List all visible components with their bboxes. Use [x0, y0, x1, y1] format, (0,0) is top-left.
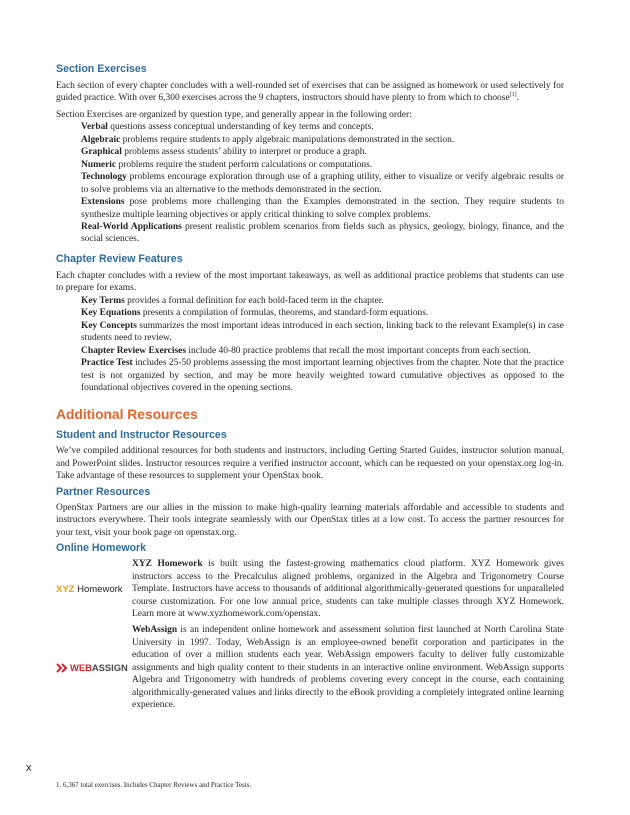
- additional-resources-heading: Additional Resources: [56, 407, 198, 423]
- footnote: 1. 6,367 total exercises. Includes Chapter Reviews and Practice Tests.: [56, 781, 252, 789]
- item-term: Extensions: [81, 197, 125, 208]
- review-feature-item: [56, 307, 564, 319]
- webassign-row: [56, 624, 564, 711]
- item-term: Key Equations: [81, 308, 141, 319]
- online-homework-heading: Online Homework: [56, 542, 147, 555]
- exercise-type-item: [56, 196, 564, 221]
- review-feature-item: [56, 295, 564, 307]
- exercise-type-item: [56, 221, 564, 246]
- item-text: pose problems more challenging than the Examples demonstrated in the section. They require students to synthesize multiple learning objectives or apply critical thinking to solve complex problems.: [81, 197, 564, 220]
- xyz-homework-row: [56, 558, 564, 620]
- item-term: Verbal: [81, 122, 108, 133]
- item-text: problems assess students’ ability to interpret or produce a graph.: [121, 147, 367, 158]
- student-instructor-heading: Student and Instructor Resources: [56, 429, 227, 442]
- chapter-review-heading: Chapter Review Features: [56, 252, 183, 265]
- xyz-homework-text: [126, 558, 564, 620]
- webassign-logo-assign: ASSIGN: [91, 662, 128, 674]
- review-feature-item: [56, 320, 564, 345]
- item-term: Key Concepts: [81, 320, 137, 331]
- student-instructor-text: We’ve compiled additional resources for both students and instructors, including Getting Started Guides, instructor solution manual, and PowerPoint slides. Instructor resources require a verified instructor account, which can be requested on your openstax.org log-in. Take advantage of these resources to supplement your OpenStax book.: [56, 446, 564, 482]
- webassign-logo: [56, 662, 126, 673]
- exercise-type-item: [56, 171, 564, 196]
- item-term: Algebraic: [81, 134, 121, 145]
- section-exercises-heading: Section Exercises: [56, 63, 147, 75]
- review-feature-item: [56, 357, 564, 394]
- item-text: summarizes the most important ideas introduced in each section, linking back to the relevant Example(s) in case students need to review.: [81, 320, 564, 344]
- intro-text: Each section of every chapter concludes with a well-rounded set of exercises that can be assigned as homework or used selectively for guided practice. With over 6,300 exercises across the 9 chapters, instructors should have plenty to from which to choose: [56, 81, 564, 104]
- item-term: Chapter Review Exercises: [81, 345, 187, 356]
- item-text: questions assess conceptual understanding of key terms and concepts.: [107, 122, 374, 133]
- item-text: problems require students to apply algebraic manipulations demonstrated in the section.: [120, 134, 455, 145]
- webassign-logo-web: WEB: [70, 662, 92, 674]
- item-term: Key Terms: [81, 295, 125, 306]
- xyz-description: is built using the fastest-growing mathematics cloud platform. XYZ Homework gives instructors access to the Precalculus aligned problems, organized in the Algebra and Trigonometry Course Template. Instructors have access to thousands of additional algorithmically-generated questions for unparalleled course customization. For one low annual price, students can take multiple classes through XYZ Homework. Learn more at www.xyzhomework.com/openstax.: [132, 559, 564, 619]
- xyz-logo-wordmark: [56, 584, 123, 595]
- item-term: Real-World Applications: [81, 221, 182, 232]
- exercise-type-item: [56, 134, 564, 146]
- review-feature-item: [56, 345, 564, 357]
- webassign-term: WebAssign: [132, 625, 178, 636]
- xyz-logo-word: Homework: [77, 583, 123, 595]
- exercise-type-item: [56, 121, 564, 133]
- item-text: presents a compilation of formulas, theorems, and standard-form equations.: [140, 308, 429, 319]
- page-content: [56, 62, 564, 712]
- intro-end: .: [516, 93, 519, 104]
- item-term: Technology: [81, 172, 127, 183]
- section-exercises-order-intro: Section Exercises are organized by question type, and generally appear in the following order:: [56, 109, 412, 120]
- chapter-review-intro: Each chapter concludes with a review of the most important takeaways, as well as additional practice problems that students can use to prepare for exams.: [56, 270, 564, 294]
- footnote-marker[interactable]: [1]: [509, 92, 517, 99]
- item-text: problems require the student perform calculations or computations.: [116, 159, 373, 170]
- xyz-homework-logo: [56, 584, 126, 595]
- webassign-chevron-icon: [56, 663, 69, 673]
- webassign-logo-wordmark: [56, 662, 128, 673]
- item-term: Practice Test: [81, 358, 133, 369]
- xyz-term: XYZ Homework: [132, 559, 203, 570]
- page-number: x: [26, 762, 32, 774]
- section-exercises-intro: [56, 80, 564, 105]
- item-text: include 40-80 practice problems that recall the most important concepts from each section.: [186, 345, 531, 356]
- item-text: present realistic problem scenarios from fields such as physics, geology, biology, finance, and the social sciences.: [81, 221, 564, 245]
- item-text: problems encourage exploration through use of a graphing utility, either to visualize or verify algebraic results or to solve problems via an alternative to the methods demonstrated in the section.: [81, 172, 564, 195]
- partner-resources-heading: Partner Resources: [56, 485, 151, 498]
- webassign-description: is an independent online homework and assessment solution first launched at North Carolina State University in 1997. Today, WebAssign is an employee-owned benefit corporation and participates in the education of over a million students each year. WebAssign empowers faculty to deliver fully customizable assignments and high quality content to their students in an interactive online environment. WebAssign supports Algebra and Trigonometry with hundreds of problems covering every concept in the course, each containing algorithmically-generated values and links directly to the eBook providing a completely integrated online learning experience.: [132, 625, 564, 711]
- exercise-type-item: [56, 146, 564, 158]
- exercise-type-item: [56, 159, 564, 171]
- item-text: provides a formal definition for each bold-faced term in the chapter.: [124, 295, 384, 306]
- partner-resources-text: OpenStax Partners are our allies in the mission to make high-quality learning materials affordable and accessible to students and instructors everywhere. Their tools integrate seamlessly with our OpenStax titles at a low cost. To access the partner resources for your text, visit your book page on openstax.org.: [56, 502, 564, 538]
- item-term: Graphical: [81, 147, 122, 158]
- item-text: includes 25-50 problems assessing the most important learning objectives from the chapter. Note that the practice test is not organized by section, and may be more heavily weighted toward cumulative objectives as opposed to the foundational objectives covered in the opening sections.: [81, 358, 564, 393]
- xyz-logo-mark: XYZ: [56, 583, 75, 595]
- webassign-text: [126, 624, 564, 711]
- item-term: Numeric: [81, 159, 117, 170]
